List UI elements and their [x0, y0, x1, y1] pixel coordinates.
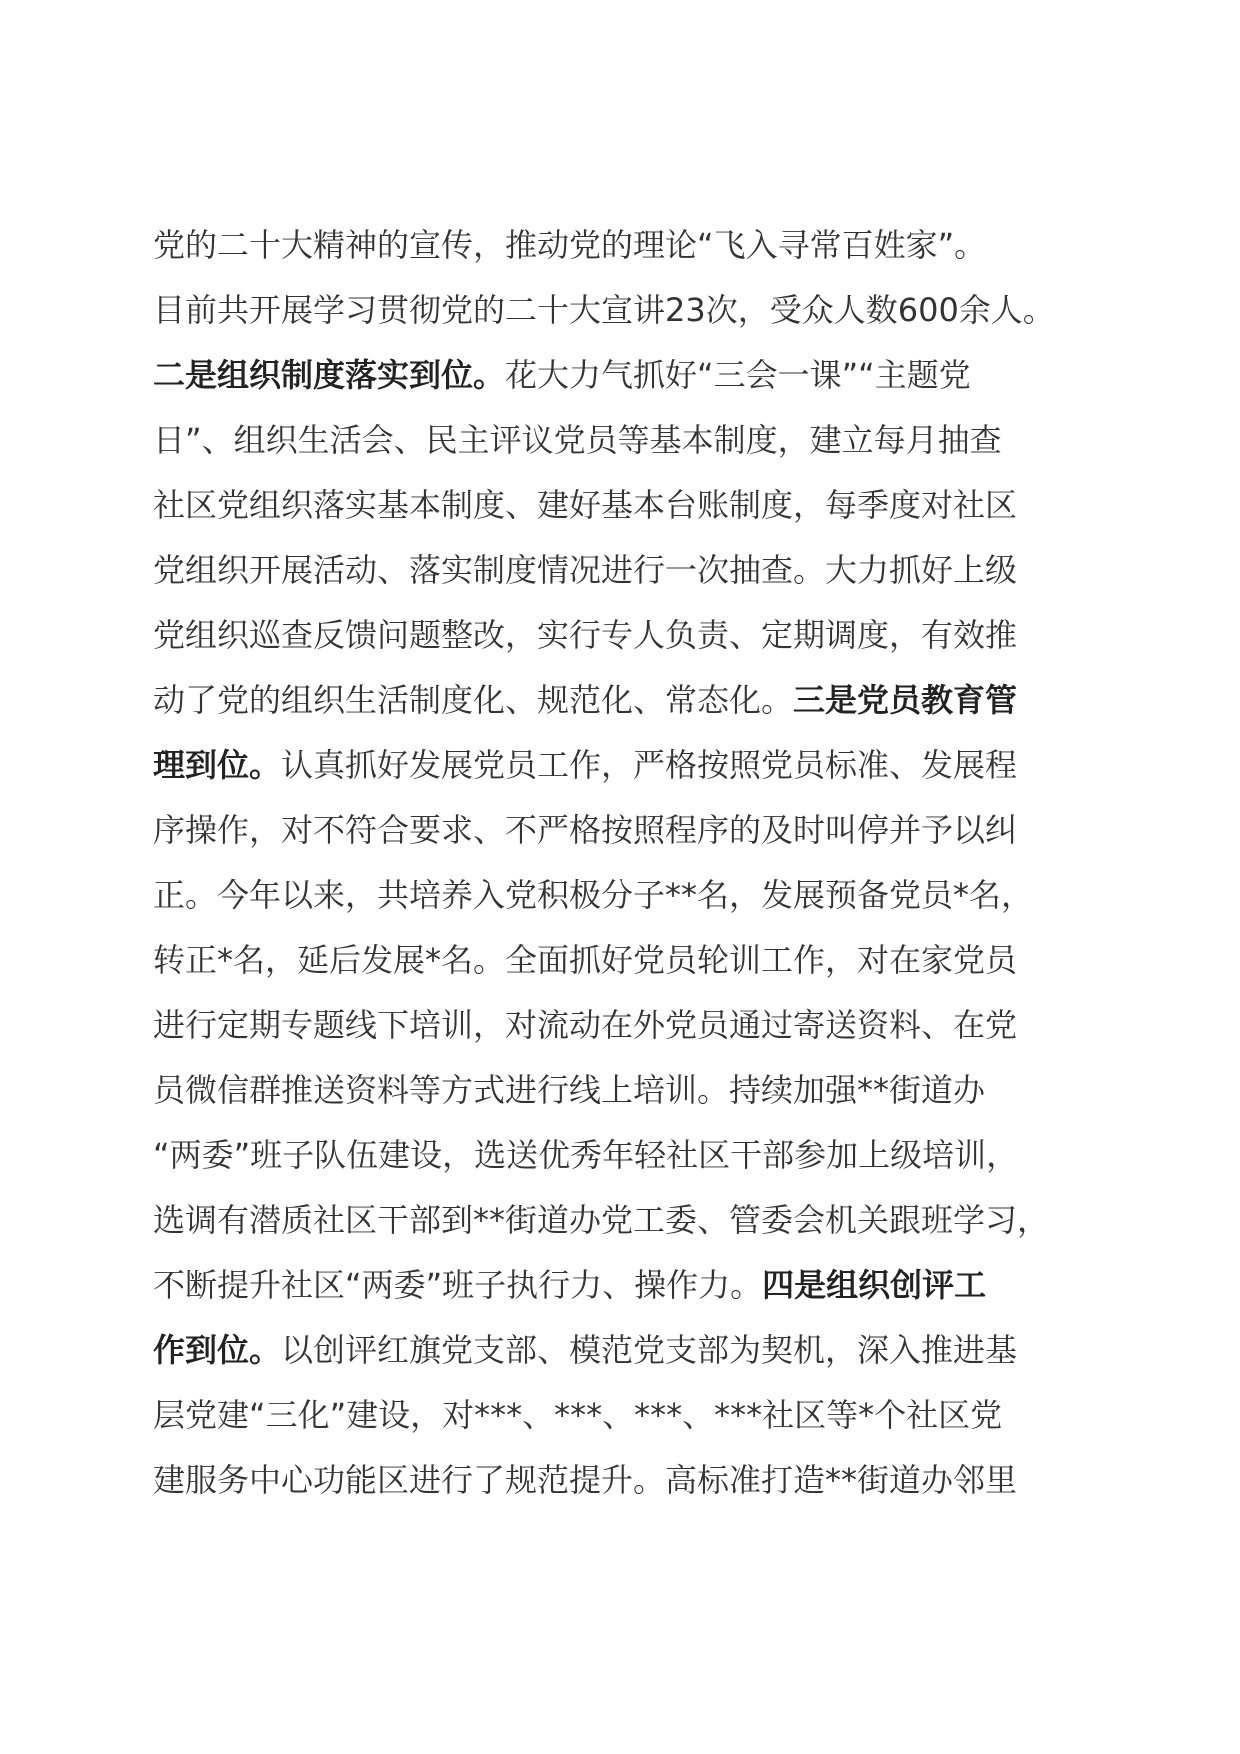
- paragraph-text: 建服务中心功能区进行了规范提升。高标准打造**街道办邻里: [153, 1461, 1018, 1499]
- bold-heading-text: 作到位。: [153, 1331, 282, 1369]
- paragraph-text: 日”、组织生活会、民主评议党员等基本制度，建立每月抽查: [153, 421, 1002, 459]
- paragraph-text: 序操作，对不符合要求、不严格按照程序的及时叫停并予以纠: [153, 811, 1018, 849]
- text-line: [153, 928, 1113, 993]
- text-line: [153, 1383, 1113, 1448]
- text-line: [153, 473, 1113, 538]
- paragraph-text: “两委”班子队伍建设，选送优秀年轻社区干部参加上级培训，: [153, 1136, 1019, 1174]
- text-line: [153, 213, 1113, 278]
- text-line: [153, 538, 1113, 603]
- text-line: [153, 668, 1113, 733]
- text-line: [153, 993, 1113, 1058]
- text-line: [153, 278, 1113, 343]
- paragraph-text: 选调有潜质社区干部到**街道办党工委、管委会机关跟班学习，: [153, 1201, 1050, 1239]
- bold-heading-text: 理到位。: [153, 746, 282, 784]
- text-line: [153, 863, 1113, 928]
- paragraph-text: 以创评红旗党支部、模范党支部为契机，深入推进基: [281, 1331, 1018, 1369]
- paragraph-text: 认真抓好发展党员工作，严格按照党员标准、发展程: [281, 746, 1018, 784]
- bold-heading-text: 四是组织创评工: [762, 1266, 987, 1304]
- text-line: [153, 1448, 1113, 1513]
- bold-heading-text: 三是党员教育管: [793, 681, 1018, 719]
- text-line: [153, 603, 1113, 668]
- paragraph-text: 党组织巡查反馈问题整改，实行专人负责、定期调度，有效推: [153, 616, 1018, 654]
- text-line: [153, 1318, 1113, 1383]
- text-line: [153, 1253, 1113, 1318]
- text-line: [153, 798, 1113, 863]
- text-line: [153, 408, 1113, 473]
- paragraph-text: 层党建“三化”建设，对***、***、***、***社区等*个社区党: [153, 1396, 1003, 1434]
- paragraph-text: 正。今年以来，共培养入党积极分子**名，发展预备党员*名，: [153, 876, 1034, 914]
- paragraph-text: 不断提升社区“两委”班子执行力、操作力。: [153, 1266, 763, 1304]
- paragraph-text: 花大力气抓好“三会一课”“主题党: [505, 356, 971, 394]
- paragraph-text: 员微信群推送资料等方式进行线上培训。持续加强**街道办: [153, 1071, 986, 1109]
- paragraph-text: 转正*名，延后发展*名。全面抓好党员轮训工作，对在家党员: [153, 941, 1018, 979]
- text-line: [153, 1188, 1113, 1253]
- body-text: [153, 213, 1113, 1513]
- paragraph-text: 党的二十大精神的宣传，推动党的理论“飞入寻常百姓家”。: [153, 226, 987, 264]
- text-line: [153, 1058, 1113, 1123]
- text-line: [153, 733, 1113, 798]
- paragraph-text: 社区党组织落实基本制度、建好基本台账制度，每季度对社区: [153, 486, 1018, 524]
- bold-heading-text: 二是组织制度落实到位。: [153, 356, 506, 394]
- text-line: [153, 343, 1113, 408]
- paragraph-text: 党组织开展活动、落实制度情况进行一次抽查。大力抓好上级: [153, 551, 1018, 589]
- text-line: [153, 1123, 1113, 1188]
- paragraph-text: 进行定期专题线下培训，对流动在外党员通过寄送资料、在党: [153, 1006, 1018, 1044]
- paragraph-text: 目前共开展学习贯彻党的二十大宣讲23次，受众人数600余人。: [153, 291, 1055, 329]
- paragraph-text: 动了党的组织生活制度化、规范化、常态化。: [153, 681, 794, 719]
